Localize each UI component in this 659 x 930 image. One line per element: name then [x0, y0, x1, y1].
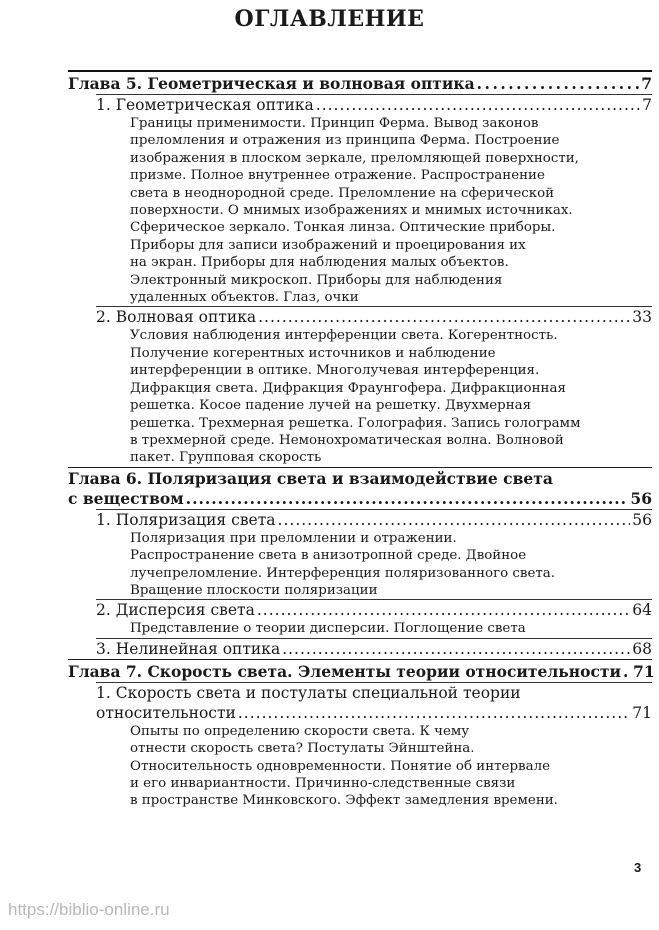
- description-line: Поляризация при преломлении и отражении.: [130, 530, 457, 546]
- description-line: Дифракция света. Дифракция Фраунгофера. Дифракционная: [130, 380, 566, 396]
- section-title: 3. Нелинейная оптика: [96, 639, 281, 658]
- page-number: 3: [634, 860, 642, 875]
- description-line: Распространение света в анизотропной среде. Двойное: [130, 548, 527, 564]
- dot-leader: [258, 307, 630, 327]
- section-page: 68: [632, 639, 652, 658]
- toc-section-6-3[interactable]: [96, 638, 652, 659]
- description-line: призме. Полное внутреннее отражение. Распространение: [130, 168, 545, 184]
- description-line: лучепреломление. Интерференция поляризованного света.: [130, 565, 556, 581]
- chapter-title: Глава 6. Поляризация света и взаимодействие света: [68, 467, 652, 489]
- description-line: Границы применимости. Принцип Ферма. Вывод законов: [130, 116, 539, 131]
- section-title: 1. Скорость света и постулаты специальной теории: [96, 683, 521, 702]
- description-line: Представление о теории дисперсии. Поглощение света: [130, 621, 526, 637]
- section-title: 2. Дисперсия света: [96, 601, 255, 620]
- chapter-page: 56: [630, 488, 652, 508]
- section-title-continued: относительности: [96, 703, 236, 722]
- chapter-title: Глава 7. Скорость света. Элементы теории относительности: [68, 661, 622, 681]
- section-page: 7: [642, 96, 652, 114]
- description-line: Вращение плоскости поляризации: [130, 582, 378, 598]
- toc-section-6-2[interactable]: [96, 599, 652, 620]
- description-line: Сферическое зеркало. Тонкая линза. Оптические приборы.: [130, 220, 556, 236]
- section-title: 2. Волновая оптика: [96, 308, 257, 327]
- description-line: изображения в плоском зеркале, преломляющей поверхности,: [130, 150, 579, 166]
- section-description: [130, 115, 600, 306]
- description-line: Приборы для записи изображений и проецирования их: [130, 237, 526, 253]
- section-title: 1. Поляризация света: [96, 510, 276, 529]
- description-line: Условия наблюдения интерференции света. Когерентность.: [130, 328, 558, 344]
- dot-leader: [282, 639, 630, 659]
- toc-section-6-1[interactable]: [96, 509, 652, 530]
- description-line: света в неоднородной среде. Преломление на сферической: [130, 185, 555, 201]
- description-line: Относительность одновременности. Понятие об интервале: [130, 758, 551, 774]
- description-line: Электронный микроскоп. Приборы для наблюдения: [130, 272, 503, 288]
- chapter-title: Глава 5. Геометрическая и волновая оптика: [68, 74, 475, 93]
- description-line: отнести скорость света? Постулаты Эйнштейна.: [130, 741, 475, 757]
- chapter-page: 71: [633, 661, 655, 681]
- dot-leader: [186, 489, 629, 509]
- dot-leader: [257, 600, 630, 620]
- section-page: 56: [632, 510, 652, 529]
- description-line: решетка. Косое падение лучей на решетку. Двухмерная: [130, 398, 532, 414]
- description-line: преломления и отражения из принципа Ферма. Построение: [130, 133, 560, 149]
- description-line: и его инвариантности. Причинно-следственные связи: [130, 775, 516, 791]
- toc-chapter-5[interactable]: [68, 70, 652, 94]
- description-line: интерференции в оптике. Многолучевая интерференция.: [130, 363, 540, 379]
- description-line: поверхности. О мнимых изображениях и мнимых источниках.: [130, 203, 573, 219]
- description-line: на экран. Приборы для наблюдения малых объектов.: [130, 255, 509, 271]
- description-line: решетка. Трехмерная решетка. Голография. Запись голограмм: [130, 415, 581, 431]
- chapter-page: 7: [641, 74, 652, 93]
- section-description: [130, 723, 600, 810]
- dot-leader: [238, 703, 630, 723]
- description-line: пакет. Групповая скорость: [130, 450, 322, 466]
- dot-leader: [477, 73, 640, 94]
- section-title: 1. Геометрическая оптика: [96, 96, 314, 114]
- section-description: [130, 620, 600, 637]
- description-line: в трехмерной среде. Немонохроматическая волна. Волновой: [130, 432, 564, 448]
- description-line: Опыты по определению скорости света. К чему: [130, 723, 470, 739]
- toc-chapter-6[interactable]: [68, 467, 652, 509]
- dot-leader: [278, 510, 631, 530]
- section-page: 71: [632, 703, 652, 722]
- dot-leader: [316, 95, 640, 115]
- watermark: https://biblio-online.ru: [8, 900, 170, 919]
- section-page: 33: [632, 308, 652, 327]
- section-page: 64: [632, 601, 652, 620]
- toc-section-7-1[interactable]: [96, 682, 652, 723]
- toc-section-5-1[interactable]: [96, 94, 652, 115]
- dot-leader: [623, 661, 631, 682]
- description-line: Получение когерентных источников и наблюдение: [130, 345, 496, 361]
- chapter-title-continued: с веществом: [68, 488, 184, 508]
- section-description: [130, 327, 600, 466]
- table-of-contents: [68, 70, 655, 810]
- toc-section-5-2[interactable]: [96, 306, 652, 327]
- description-line: удаленных объектов. Глаз, очки: [130, 290, 359, 306]
- toc-chapter-7[interactable]: [68, 659, 655, 682]
- page-title: ОГЛАВЛЕНИЕ: [234, 6, 425, 32]
- section-description: [130, 530, 600, 600]
- description-line: в пространстве Минковского. Эффект замедления времени.: [130, 793, 558, 809]
